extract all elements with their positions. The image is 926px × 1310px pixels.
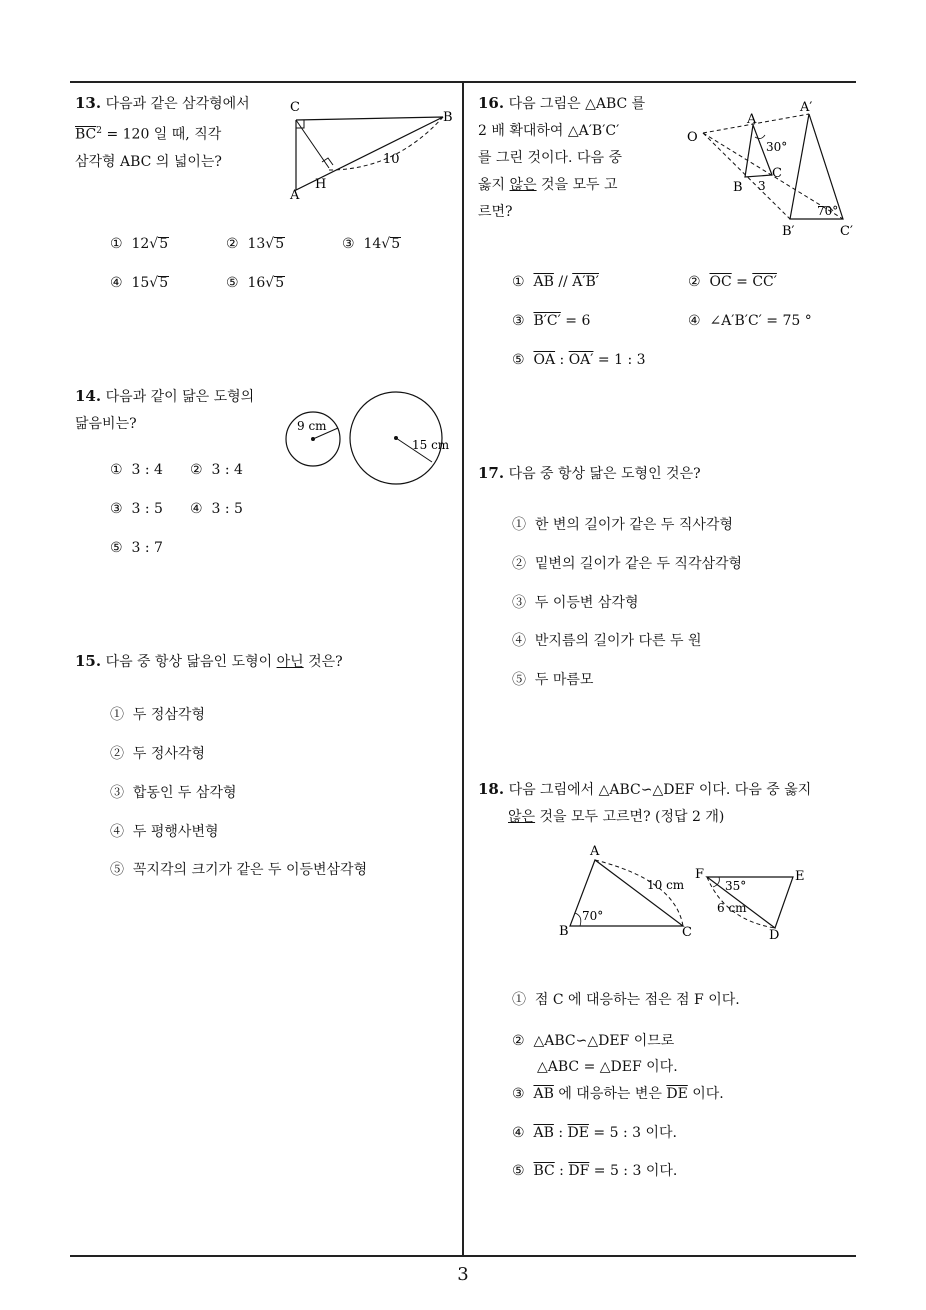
label-length-6: 6 cm <box>717 901 747 915</box>
label-length: 10 <box>383 152 400 167</box>
q17-option-4[interactable]: ④ 반지름의 길이가 다른 두 원 <box>512 633 702 649</box>
q17-option-2[interactable]: ② 밑변의 길이가 같은 두 직각삼각형 <box>512 556 743 572</box>
question-text: 다음과 같이 닮은 도형의 <box>105 389 255 405</box>
label-a: A <box>747 112 757 127</box>
question-number: 13. <box>75 94 102 112</box>
q13-option-4[interactable]: ④ 15√5 <box>110 275 169 291</box>
q15-option-5[interactable]: ⑤ 꼭지각의 크기가 같은 두 이등변삼각형 <box>110 862 368 878</box>
question-number: 18. <box>478 780 505 798</box>
label-side-3: 3 <box>758 179 766 193</box>
page-number: 3 <box>457 1264 469 1285</box>
q14-option-3[interactable]: ③ 3 : 5 <box>110 501 163 517</box>
q15-option-2[interactable]: ② 두 정사각형 <box>110 746 205 762</box>
q17-option-5[interactable]: ⑤ 두 마름모 <box>512 672 594 688</box>
question-number: 16. <box>478 94 505 112</box>
q16-option-4[interactable]: ④ ∠A′B′C′ = 75 ° <box>688 313 812 329</box>
label-e: E <box>795 869 805 884</box>
q17-option-1[interactable]: ① 한 변의 길이가 같은 두 직사각형 <box>512 517 733 533</box>
q18-option-3[interactable]: ③ $\overline{AB}$ 에 대응하는 변은 $\overline{DE}$ 이다. <box>512 1086 724 1102</box>
q13-option-5[interactable]: ⑤ 16√5 <box>226 275 285 291</box>
q14-option-4[interactable]: ④ 3 : 5 <box>190 501 243 517</box>
label-b-prime: B′ <box>782 224 795 239</box>
q15-option-4[interactable]: ④ 두 평행사변형 <box>110 824 219 840</box>
q18-option-5[interactable]: ⑤ $\overline{BC}$ : $\overline{DF} = 5$ : 3 이다. <box>512 1163 678 1179</box>
label-c: C <box>290 100 300 115</box>
label-c: C <box>682 925 692 940</box>
q13-option-2[interactable]: ② 13√5 <box>226 236 285 252</box>
q16-option-5[interactable]: ⑤ $\overline{OA}$ : OA′ = 1 : 3 <box>512 352 646 368</box>
q15-option-3[interactable]: ③ 합동인 두 삼각형 <box>110 785 237 801</box>
figure-q14-circles <box>284 390 459 490</box>
label-f: F <box>695 867 705 882</box>
question-number: 15. <box>75 652 102 670</box>
label-d: D <box>769 928 780 943</box>
label-h: H <box>315 177 327 192</box>
q15-option-1[interactable]: ① 두 정삼각형 <box>110 707 205 723</box>
label-angle-30: 30° <box>766 140 788 154</box>
label-angle-70: 70° <box>817 204 839 218</box>
q14-option-1[interactable]: ① 3 : 4 <box>110 462 163 478</box>
label-a: A <box>290 188 300 203</box>
q17-option-3[interactable]: ③ 두 이등변 삼각형 <box>512 595 639 611</box>
label-c: C <box>772 166 782 181</box>
bottom-rule <box>70 1255 856 1257</box>
label-angle-35: 35° <box>725 879 747 893</box>
question-17: 17. 다음 중 항상 닮은 도형인 것은? <box>478 464 701 482</box>
q13-option-3[interactable]: ③ 14√5 <box>342 236 401 252</box>
label-o: O <box>687 130 698 145</box>
label-b: B <box>443 110 453 125</box>
q18-option-1[interactable]: ① 점 C 에 대응하는 점은 점 F 이다. <box>512 992 740 1008</box>
column-divider <box>462 81 464 1256</box>
question-13: 13. 다음과 같은 삼각형에서 $\overline{BC}^2 = 120$ 일 때, 직각 삼각형 ABC 의 넓이는? <box>75 94 250 170</box>
label-b: B <box>559 924 569 939</box>
q16-option-2[interactable]: ② $\overline{OC} = CC'$ <box>688 274 777 290</box>
figure-q16-similar-triangles <box>683 95 863 240</box>
label-radius-large: 15 cm <box>412 438 450 452</box>
q14-option-5[interactable]: ⑤ 3 : 7 <box>110 540 163 556</box>
figure-q18-triangles <box>555 840 815 945</box>
question-16: 16. 다음 그림은 △ABC 를 2 배 확대하여 △A′B′C′ 를 그린 것이다. 다음 중 옳지 않은 것을 모두 고 르면? <box>478 94 646 220</box>
q18-option-4[interactable]: ④ $\overline{AB}$ : $\overline{DE} = 5$ : 3 이다. <box>512 1125 677 1141</box>
question-text: 다음과 같은 삼각형에서 <box>105 96 250 112</box>
question-18: 18. 다음 그림에서 △ABC∽△DEF 이다. 다음 중 옳지 않은 것을 모두 고르면? (정답 2 개) <box>478 780 812 825</box>
q13-option-1[interactable]: ① 12√5 <box>110 236 169 252</box>
question-15: 15. 다음 중 항상 닮음인 도형이 아닌 것은? <box>75 652 343 670</box>
label-b: B <box>733 180 743 195</box>
q14-option-2[interactable]: ② 3 : 4 <box>190 462 243 478</box>
q18-option-2[interactable]: ② △ABC∽△DEF 이므로 △ABC = △DEF 이다. <box>512 1033 678 1075</box>
label-a: A <box>590 844 600 859</box>
question-14: 14. 다음과 같이 닮은 도형의 닮음비는? <box>75 387 255 432</box>
label-angle-70: 70° <box>582 909 604 923</box>
label-length-10: 10 cm <box>647 878 685 892</box>
label-a-prime: A′ <box>800 100 813 115</box>
q16-option-3[interactable]: ③ B′C′ = 6 <box>512 313 591 329</box>
label-radius-small: 9 cm <box>297 419 327 433</box>
question-number: 14. <box>75 387 102 405</box>
label-c-prime: C′ <box>840 224 853 239</box>
question-number: 17. <box>478 464 505 482</box>
q16-option-1[interactable]: ① $\overline{AB} // A'B'$ <box>512 274 599 290</box>
figure-q13-triangle <box>285 95 460 205</box>
